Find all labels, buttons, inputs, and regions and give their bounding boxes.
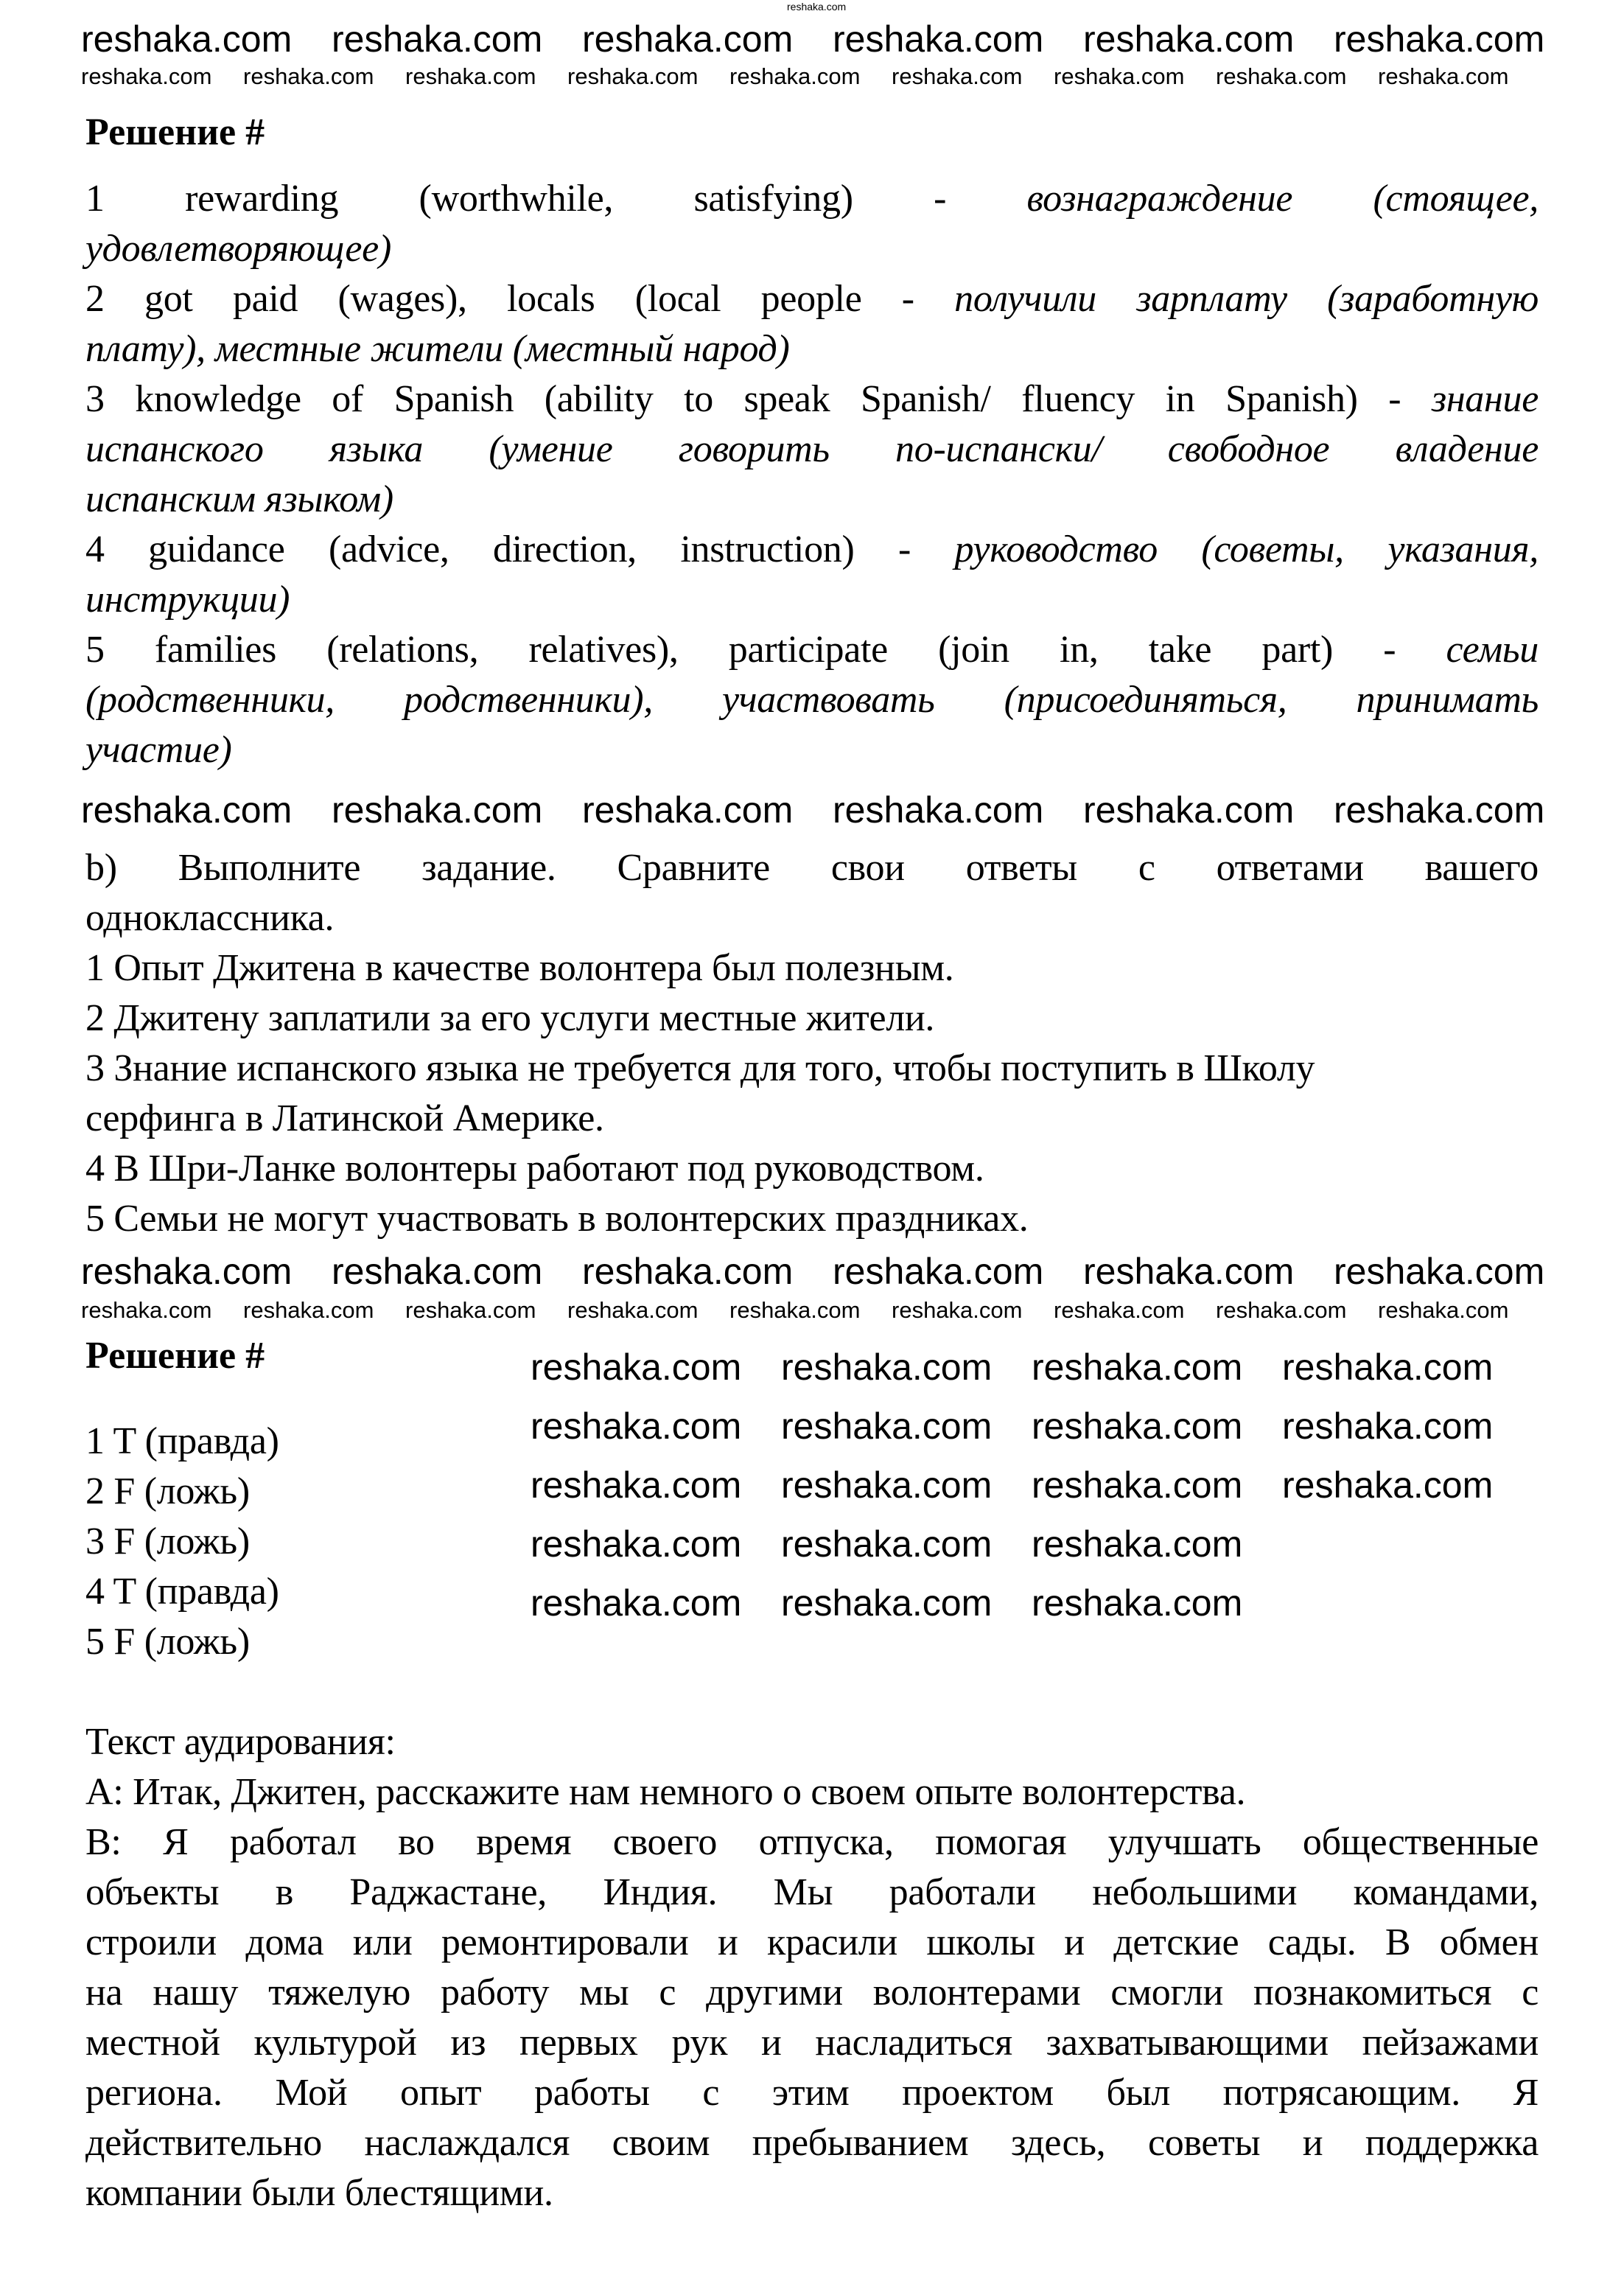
watermark: reshaka.com [531,1464,742,1506]
solution-heading-2: Решение # [85,1335,265,1377]
watermark: reshaka.com [243,1297,374,1323]
vocab-line [85,725,1539,775]
vocab-line [85,174,1539,224]
watermark: reshaka.com [1282,1464,1494,1506]
watermark: reshaka.com [1054,1297,1185,1323]
watermark: reshaka.com [787,1,847,13]
watermark: reshaka.com [1216,63,1347,89]
vocab-line [85,274,1539,324]
transcript-line: B: Я работал во время своего отпуска, помогая улучшать общественные [85,1821,1539,1863]
russian-translation: испанским языком) [85,478,393,520]
vocab-line [85,525,1539,575]
russian-translation: плату), местные жители (местный народ) [85,328,790,370]
watermark: reshaka.com [567,1297,699,1323]
english-text: 3 knowledge of Spanish (ability to speak Spanish/ fluency in Spanish) - [85,378,1432,420]
watermark: reshaka.com [582,18,794,60]
russian-translation: вознаграждение (стоящее, [1026,178,1539,220]
watermark: reshaka.com [1334,789,1545,831]
watermark: reshaka.com [833,1251,1044,1292]
solution-heading: Решение # [85,111,265,153]
transcript-line: компании были блестящими. [85,2172,553,2214]
watermark: reshaka.com [405,1297,536,1323]
vocab-line [85,324,1539,374]
watermark: reshaka.com [892,63,1023,89]
watermark: reshaka.com [332,18,543,60]
watermark: reshaka.com [833,789,1044,831]
watermark: reshaka.com [1032,1523,1243,1565]
watermark: reshaka.com [81,18,293,60]
statement-line: одноклассника. [85,897,335,939]
watermark: reshaka.com [1083,18,1295,60]
english-text: 5 families (relations, relatives), participate (join in, take part) - [85,629,1446,671]
watermark: reshaka.com [243,63,374,89]
watermark: reshaka.com [531,1582,742,1624]
watermark: reshaka.com [781,1582,993,1624]
watermark: reshaka.com [531,1523,742,1565]
watermark: reshaka.com [332,1251,543,1292]
watermark: reshaka.com [567,63,699,89]
transcript-line: местной культурой из первых рук и насладиться захватывающими пейзажами [85,2022,1539,2064]
watermark: reshaka.com [1083,1251,1295,1292]
watermark: reshaka.com [1334,1251,1545,1292]
english-text: 2 got paid (wages), locals (local people - [85,278,955,320]
watermark: reshaka.com [531,1347,742,1388]
watermark: reshaka.com [892,1297,1023,1323]
statement-line: серфинга в Латинской Америке. [85,1097,604,1139]
transcript-line: A: Итак, Джитен, расскажите нам немного о своем опыте волонтерства. [85,1771,1246,1813]
watermark: reshaka.com [531,1405,742,1447]
statement-line: 4 В Шри-Ланке волонтеры работают под руководством. [85,1148,984,1190]
watermark: reshaka.com [833,18,1044,60]
russian-translation: инструкции) [85,579,290,621]
watermark: reshaka.com [1378,63,1509,89]
statement-line: 1 Опыт Джитена в качестве волонтера был полезным. [85,947,954,989]
watermark: reshaka.com [81,63,212,89]
russian-translation: семьи [1446,629,1539,671]
watermark: reshaka.com [729,1297,861,1323]
watermark: reshaka.com [1282,1347,1494,1388]
watermark: reshaka.com [1032,1464,1243,1506]
watermark: reshaka.com [582,789,794,831]
listening-text [85,1717,1539,2218]
transcript-line: на нашу тяжелую работу мы с другими волонтерами смогли познакомиться с [85,1972,1539,2014]
watermark: reshaka.com [1378,1297,1509,1323]
watermark: reshaka.com [1083,789,1295,831]
answers-list [85,1417,498,1667]
russian-translation: удовлетворяющее) [85,228,391,270]
russian-translation: (родственники, родственники), участвовать (присоединяться, принимать [85,679,1539,721]
russian-translation: участие) [85,729,232,771]
watermark: reshaka.com [781,1347,993,1388]
watermark: reshaka.com [582,1251,794,1292]
vocab-line [85,625,1539,675]
russian-translation: руководство (советы, указания, [954,528,1539,570]
vocab-line [85,224,1539,274]
watermark: reshaka.com [781,1523,993,1565]
transcript-line: строили дома или ремонтировали и красили школы и детские сады. В обмен [85,1921,1539,1963]
answer-line: 4 T (правда) [85,1571,279,1613]
vocabulary-list [85,174,1539,775]
watermark: reshaka.com [729,63,861,89]
russian-translation: получили зарплату (заработную [954,278,1539,320]
transcript-line: региона. Мой опыт работы с этим проектом был потрясающим. Я [85,2072,1539,2114]
english-text: 4 guidance (advice, direction, instruction) - [85,528,955,570]
section-3 [85,1331,498,1667]
watermark: reshaka.com [81,1297,212,1323]
vocab-line [85,575,1539,625]
answer-line: 2 F (ложь) [85,1470,250,1512]
vocab-line [85,675,1539,725]
watermark: reshaka.com [1282,1405,1494,1447]
watermark: reshaka.com [1334,18,1545,60]
answer-line: 1 T (правда) [85,1420,279,1462]
transcript-line: объекты в Раджастане, Индия. Мы работали небольшими командами, [85,1871,1539,1913]
watermark: reshaka.com [781,1464,993,1506]
vocab-line [85,475,1539,525]
answer-line: 5 F (ложь) [85,1621,250,1663]
watermark: reshaka.com [1032,1405,1243,1447]
watermark: reshaka.com [781,1405,993,1447]
watermark: reshaka.com [1032,1347,1243,1388]
english-text: 1 rewarding (worthwhile, satisfying) - [85,178,1027,220]
watermark: reshaka.com [1054,63,1185,89]
watermark: reshaka.com [81,1251,293,1292]
watermark: reshaka.com [1216,1297,1347,1323]
vocab-line [85,425,1539,475]
section-1 [85,108,1539,775]
russian-translation: знание [1431,378,1539,420]
listening-heading: Текст аудирования: [85,1721,396,1763]
statement-line: 2 Джитену заплатили за его услуги местные жители. [85,997,935,1039]
watermark: reshaka.com [1032,1582,1243,1624]
answer-line: 3 F (ложь) [85,1520,250,1562]
statement-line: 3 Знание испанского языка не требуется для того, чтобы поступить в Школу [85,1047,1315,1089]
watermark: reshaka.com [405,63,536,89]
russian-translation: испанского языка (умение говорить по-испански/ свободное владение [85,428,1539,470]
statement-line: 5 Семьи не могут участвовать в волонтерских праздниках. [85,1198,1029,1240]
watermark: reshaka.com [332,789,543,831]
transcript-line: действительно наслаждался своим пребыванием здесь, советы и поддержка [85,2122,1539,2164]
vocab-line [85,374,1539,425]
task-instruction: b) Выполните задание. Сравните свои ответы с ответами вашего [85,847,1539,889]
watermark: reshaka.com [81,789,293,831]
task-b [85,843,1539,1244]
